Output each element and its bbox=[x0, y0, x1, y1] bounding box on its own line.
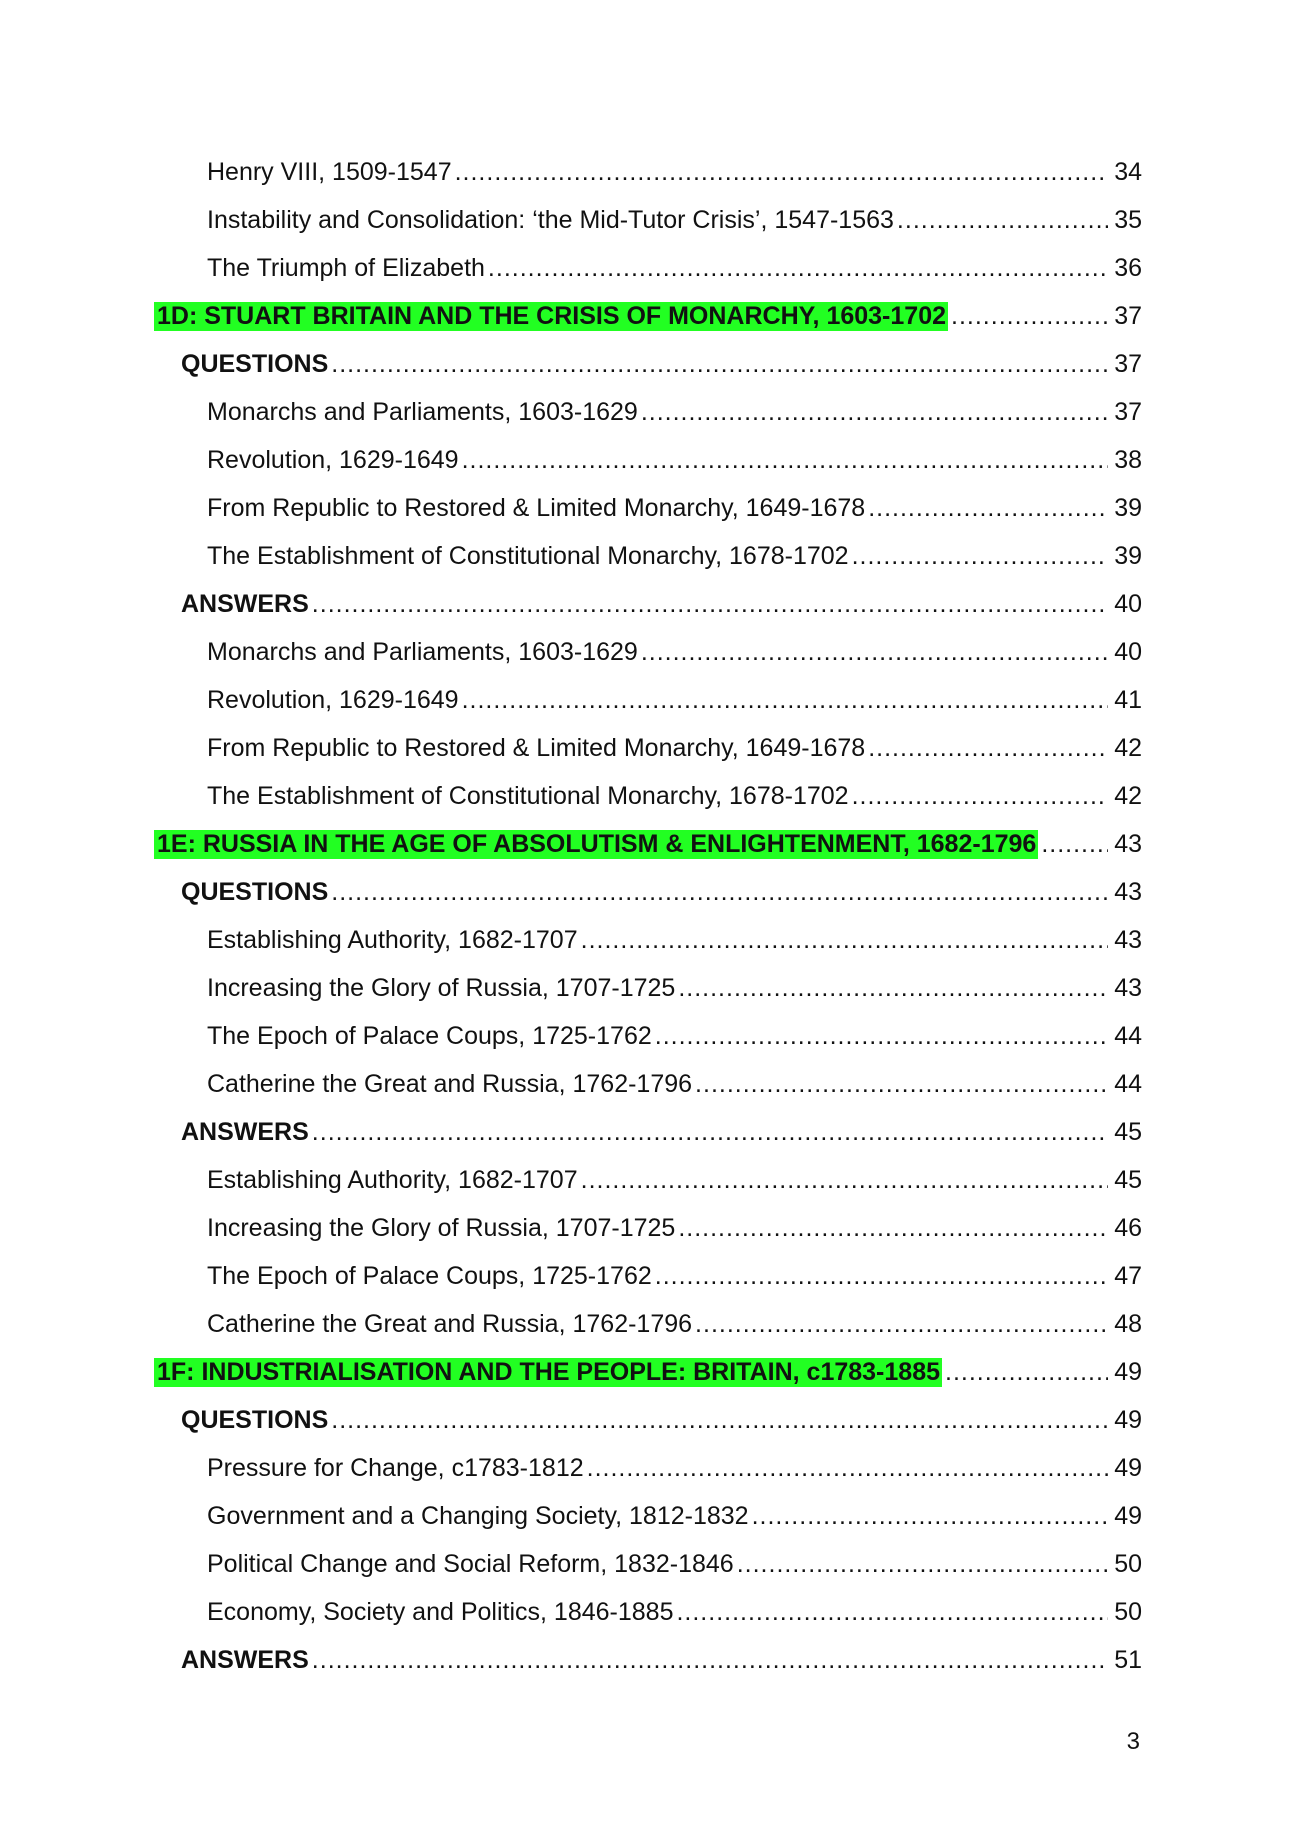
toc-entry[interactable] bbox=[150, 676, 1142, 724]
toc-entry[interactable] bbox=[150, 244, 1142, 292]
toc-entry-title: QUESTIONS bbox=[181, 350, 329, 378]
toc-entry-page-number: 48 bbox=[1114, 1310, 1142, 1338]
toc-entry-title: From Republic to Restored & Limited Monarchy, 1649-1678 bbox=[207, 734, 866, 762]
toc-entry-page-number: 44 bbox=[1114, 1022, 1142, 1050]
toc-dot-leader bbox=[676, 1588, 1108, 1636]
toc-section-heading[interactable] bbox=[150, 820, 1142, 868]
toc-entry-title: 1E: RUSSIA IN THE AGE OF ABSOLUTISM & ENLIGHTENMENT, 1682-1796 bbox=[154, 830, 1038, 859]
toc-entry-title: Instability and Consolidation: ‘the Mid-Tutor Crisis’, 1547-1563 bbox=[207, 206, 894, 234]
toc-dot-leader bbox=[581, 1156, 1108, 1204]
toc-dot-leader bbox=[897, 196, 1108, 244]
toc-entry-title: ANSWERS bbox=[181, 1646, 309, 1674]
toc-entry-page-number: 49 bbox=[1114, 1502, 1142, 1530]
toc-entry-title: The Triumph of Elizabeth bbox=[207, 254, 485, 282]
toc-entry-page-number: 43 bbox=[1114, 878, 1142, 906]
page-number: 3 bbox=[1126, 1728, 1140, 1755]
toc-dot-leader bbox=[641, 388, 1108, 436]
toc-subsection-entry[interactable] bbox=[150, 1108, 1142, 1156]
toc-dot-leader bbox=[678, 1204, 1108, 1252]
toc-entry-title: Henry VIII, 1509-1547 bbox=[207, 158, 452, 186]
toc-subsection-entry[interactable] bbox=[150, 1396, 1142, 1444]
toc-entry[interactable] bbox=[150, 532, 1142, 580]
toc-dot-leader bbox=[331, 1396, 1108, 1444]
toc-dot-leader bbox=[587, 1444, 1108, 1492]
toc-entry-page-number: 37 bbox=[1114, 302, 1142, 330]
toc-dot-leader bbox=[641, 628, 1108, 676]
toc-dot-leader bbox=[695, 1300, 1108, 1348]
toc-entry-title: QUESTIONS bbox=[181, 1406, 329, 1434]
toc-dot-leader bbox=[951, 292, 1108, 340]
toc-dot-leader bbox=[945, 1348, 1108, 1396]
toc-dot-leader bbox=[868, 484, 1108, 532]
toc-entry-title: Monarchs and Parliaments, 1603-1629 bbox=[207, 638, 638, 666]
toc-entry-title: ANSWERS bbox=[181, 590, 309, 618]
toc-entry-page-number: 47 bbox=[1114, 1262, 1142, 1290]
toc-entry-page-number: 43 bbox=[1114, 974, 1142, 1002]
toc-entry[interactable] bbox=[150, 484, 1142, 532]
toc-entry-page-number: 45 bbox=[1114, 1118, 1142, 1146]
toc-dot-leader bbox=[462, 676, 1108, 724]
toc-entry-title: Establishing Authority, 1682-1707 bbox=[207, 1166, 578, 1194]
toc-entry-page-number: 42 bbox=[1114, 734, 1142, 762]
toc-entry-title: 1D: STUART BRITAIN AND THE CRISIS OF MONARCHY, 1603-1702 bbox=[154, 302, 948, 331]
toc-entry-page-number: 36 bbox=[1114, 254, 1142, 282]
toc-dot-leader bbox=[331, 340, 1108, 388]
toc-entry[interactable] bbox=[150, 772, 1142, 820]
toc-entry-title: The Establishment of Constitutional Monarchy, 1678-1702 bbox=[207, 542, 849, 570]
toc-entry-title: The Epoch of Palace Coups, 1725-1762 bbox=[207, 1262, 652, 1290]
toc-subsection-entry[interactable] bbox=[150, 1636, 1142, 1684]
toc-subsection-entry[interactable] bbox=[150, 868, 1142, 916]
toc-entry-page-number: 50 bbox=[1114, 1550, 1142, 1578]
toc-entry[interactable] bbox=[150, 964, 1142, 1012]
toc-dot-leader bbox=[312, 580, 1108, 628]
toc-entry[interactable] bbox=[150, 1300, 1142, 1348]
toc-entry-page-number: 40 bbox=[1114, 590, 1142, 618]
toc-entry-title: Increasing the Glory of Russia, 1707-1725 bbox=[207, 1214, 676, 1242]
toc-entry-title: Catherine the Great and Russia, 1762-1796 bbox=[207, 1310, 693, 1338]
table-of-contents bbox=[150, 148, 1142, 1684]
toc-entry-page-number: 39 bbox=[1114, 494, 1142, 522]
toc-dot-leader bbox=[488, 244, 1108, 292]
toc-dot-leader bbox=[455, 148, 1108, 196]
toc-dot-leader bbox=[695, 1060, 1108, 1108]
toc-dot-leader bbox=[312, 1636, 1108, 1684]
toc-dot-leader bbox=[752, 1492, 1108, 1540]
toc-entry[interactable] bbox=[150, 1444, 1142, 1492]
toc-entry-title: ANSWERS bbox=[181, 1118, 309, 1146]
toc-entry[interactable] bbox=[150, 1060, 1142, 1108]
toc-entry-title: Monarchs and Parliaments, 1603-1629 bbox=[207, 398, 638, 426]
toc-entry-title: QUESTIONS bbox=[181, 878, 329, 906]
toc-entry-page-number: 49 bbox=[1114, 1454, 1142, 1482]
toc-dot-leader bbox=[737, 1540, 1108, 1588]
toc-entry-page-number: 44 bbox=[1114, 1070, 1142, 1098]
toc-entry-title: Economy, Society and Politics, 1846-1885 bbox=[207, 1598, 674, 1626]
toc-dot-leader bbox=[655, 1012, 1108, 1060]
toc-dot-leader bbox=[655, 1252, 1108, 1300]
toc-entry-title: Pressure for Change, c1783-1812 bbox=[207, 1454, 584, 1482]
toc-dot-leader bbox=[462, 436, 1108, 484]
toc-entry[interactable] bbox=[150, 1540, 1142, 1588]
toc-section-heading[interactable] bbox=[150, 1348, 1142, 1396]
toc-entry[interactable] bbox=[150, 628, 1142, 676]
toc-entry-title: The Establishment of Constitutional Monarchy, 1678-1702 bbox=[207, 782, 849, 810]
toc-entry[interactable] bbox=[150, 436, 1142, 484]
toc-entry-page-number: 37 bbox=[1114, 350, 1142, 378]
toc-dot-leader bbox=[331, 868, 1108, 916]
toc-entry-page-number: 49 bbox=[1114, 1358, 1142, 1386]
toc-dot-leader bbox=[678, 964, 1108, 1012]
toc-entry-page-number: 45 bbox=[1114, 1166, 1142, 1194]
toc-dot-leader bbox=[852, 532, 1108, 580]
toc-entry-title: Increasing the Glory of Russia, 1707-1725 bbox=[207, 974, 676, 1002]
toc-entry-title: Revolution, 1629-1649 bbox=[207, 446, 459, 474]
toc-entry-page-number: 38 bbox=[1114, 446, 1142, 474]
toc-dot-leader bbox=[852, 772, 1108, 820]
toc-dot-leader bbox=[1041, 820, 1108, 868]
toc-entry[interactable] bbox=[150, 148, 1142, 196]
toc-entry-title: Revolution, 1629-1649 bbox=[207, 686, 459, 714]
toc-entry-page-number: 42 bbox=[1114, 782, 1142, 810]
toc-entry-title: Catherine the Great and Russia, 1762-1796 bbox=[207, 1070, 693, 1098]
toc-dot-leader bbox=[312, 1108, 1108, 1156]
toc-entry-page-number: 34 bbox=[1114, 158, 1142, 186]
toc-entry-page-number: 40 bbox=[1114, 638, 1142, 666]
toc-entry[interactable] bbox=[150, 196, 1142, 244]
toc-entry-title: Political Change and Social Reform, 1832-1846 bbox=[207, 1550, 734, 1578]
toc-entry-page-number: 49 bbox=[1114, 1406, 1142, 1434]
toc-entry-page-number: 51 bbox=[1114, 1646, 1142, 1674]
toc-entry-title: From Republic to Restored & Limited Monarchy, 1649-1678 bbox=[207, 494, 866, 522]
toc-entry[interactable] bbox=[150, 724, 1142, 772]
toc-entry-page-number: 37 bbox=[1114, 398, 1142, 426]
toc-entry[interactable] bbox=[150, 1156, 1142, 1204]
toc-entry-page-number: 41 bbox=[1114, 686, 1142, 714]
toc-entry-page-number: 46 bbox=[1114, 1214, 1142, 1242]
toc-entry-title: The Epoch of Palace Coups, 1725-1762 bbox=[207, 1022, 652, 1050]
toc-subsection-entry[interactable] bbox=[150, 340, 1142, 388]
toc-entry[interactable] bbox=[150, 916, 1142, 964]
toc-entry-page-number: 39 bbox=[1114, 542, 1142, 570]
toc-entry[interactable] bbox=[150, 1012, 1142, 1060]
toc-entry[interactable] bbox=[150, 1204, 1142, 1252]
toc-entry[interactable] bbox=[150, 1252, 1142, 1300]
toc-entry[interactable] bbox=[150, 388, 1142, 436]
toc-entry-page-number: 43 bbox=[1114, 926, 1142, 954]
toc-dot-leader bbox=[868, 724, 1108, 772]
toc-section-heading[interactable] bbox=[150, 292, 1142, 340]
toc-entry[interactable] bbox=[150, 1492, 1142, 1540]
toc-subsection-entry[interactable] bbox=[150, 580, 1142, 628]
toc-entry-title: 1F: INDUSTRIALISATION AND THE PEOPLE: BRITAIN, c1783-1885 bbox=[154, 1358, 942, 1387]
toc-entry-title: Government and a Changing Society, 1812-1832 bbox=[207, 1502, 749, 1530]
toc-dot-leader bbox=[581, 916, 1108, 964]
toc-entry-title: Establishing Authority, 1682-1707 bbox=[207, 926, 578, 954]
toc-entry-page-number: 43 bbox=[1114, 830, 1142, 858]
toc-entry-page-number: 50 bbox=[1114, 1598, 1142, 1626]
toc-entry[interactable] bbox=[150, 1588, 1142, 1636]
toc-entry-page-number: 35 bbox=[1114, 206, 1142, 234]
